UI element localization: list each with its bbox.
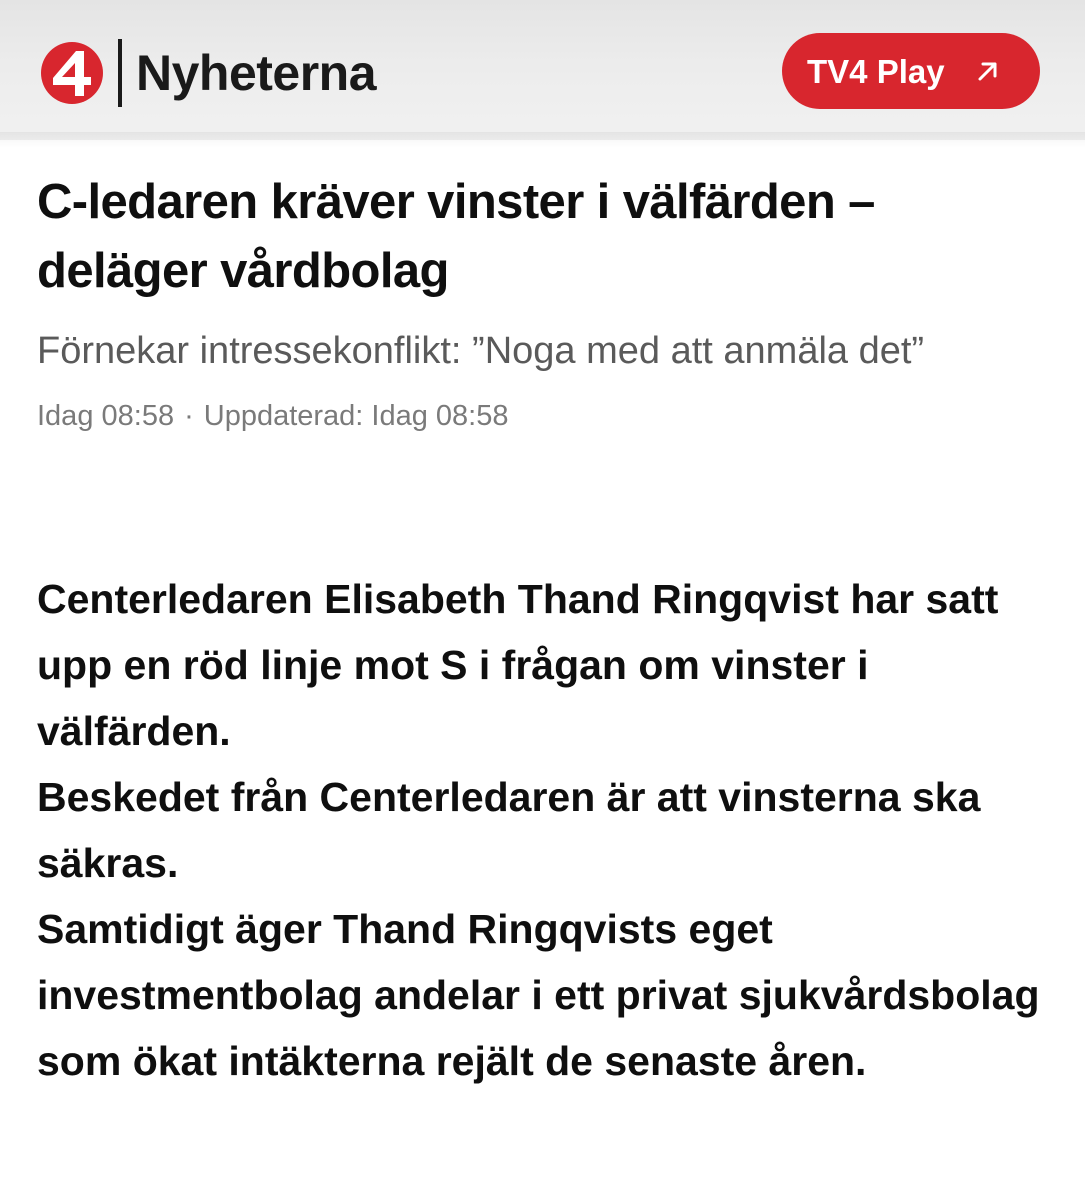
brand-divider — [118, 39, 122, 107]
body-paragraph: Beskedet från Centerledaren är att vinsterna ska säkras. — [37, 774, 981, 886]
tv4-play-button[interactable] — [782, 33, 1040, 109]
article-subheadline: Förnekar intressekonflikt: ”Noga med att anmäla det” — [37, 330, 925, 372]
body-paragraph: Samtidigt äger Thand Ringqvists eget investmentbolag andelar i ett privat sjukvårdsbolag som ökat intäkterna rejält de senaste åren. — [37, 906, 1040, 1084]
arrow-up-right-icon — [973, 56, 1003, 86]
tv4-logo-icon — [40, 41, 104, 105]
brand-home-link[interactable] — [40, 40, 376, 106]
article-body — [37, 566, 1067, 1094]
site-header — [0, 0, 1085, 140]
updated-time: Uppdaterad: Idag 08:58 — [203, 400, 509, 432]
brand-name: Nyheterna — [136, 45, 377, 101]
body-paragraph: Centerledaren Elisabeth Thand Ringqvist har satt upp en röd linje mot S i frågan om vinster i välfärden. — [37, 576, 999, 754]
article-header — [37, 168, 1057, 436]
article-meta — [37, 396, 1057, 436]
header-shadow — [0, 132, 1085, 148]
meta-separator: · — [184, 400, 194, 432]
article-headline: C-ledaren kräver vinster i välfärden – deläger vårdbolag — [37, 175, 875, 298]
tv4-play-label: TV4 Play — [807, 52, 945, 90]
published-time: Idag 08:58 — [37, 400, 175, 432]
